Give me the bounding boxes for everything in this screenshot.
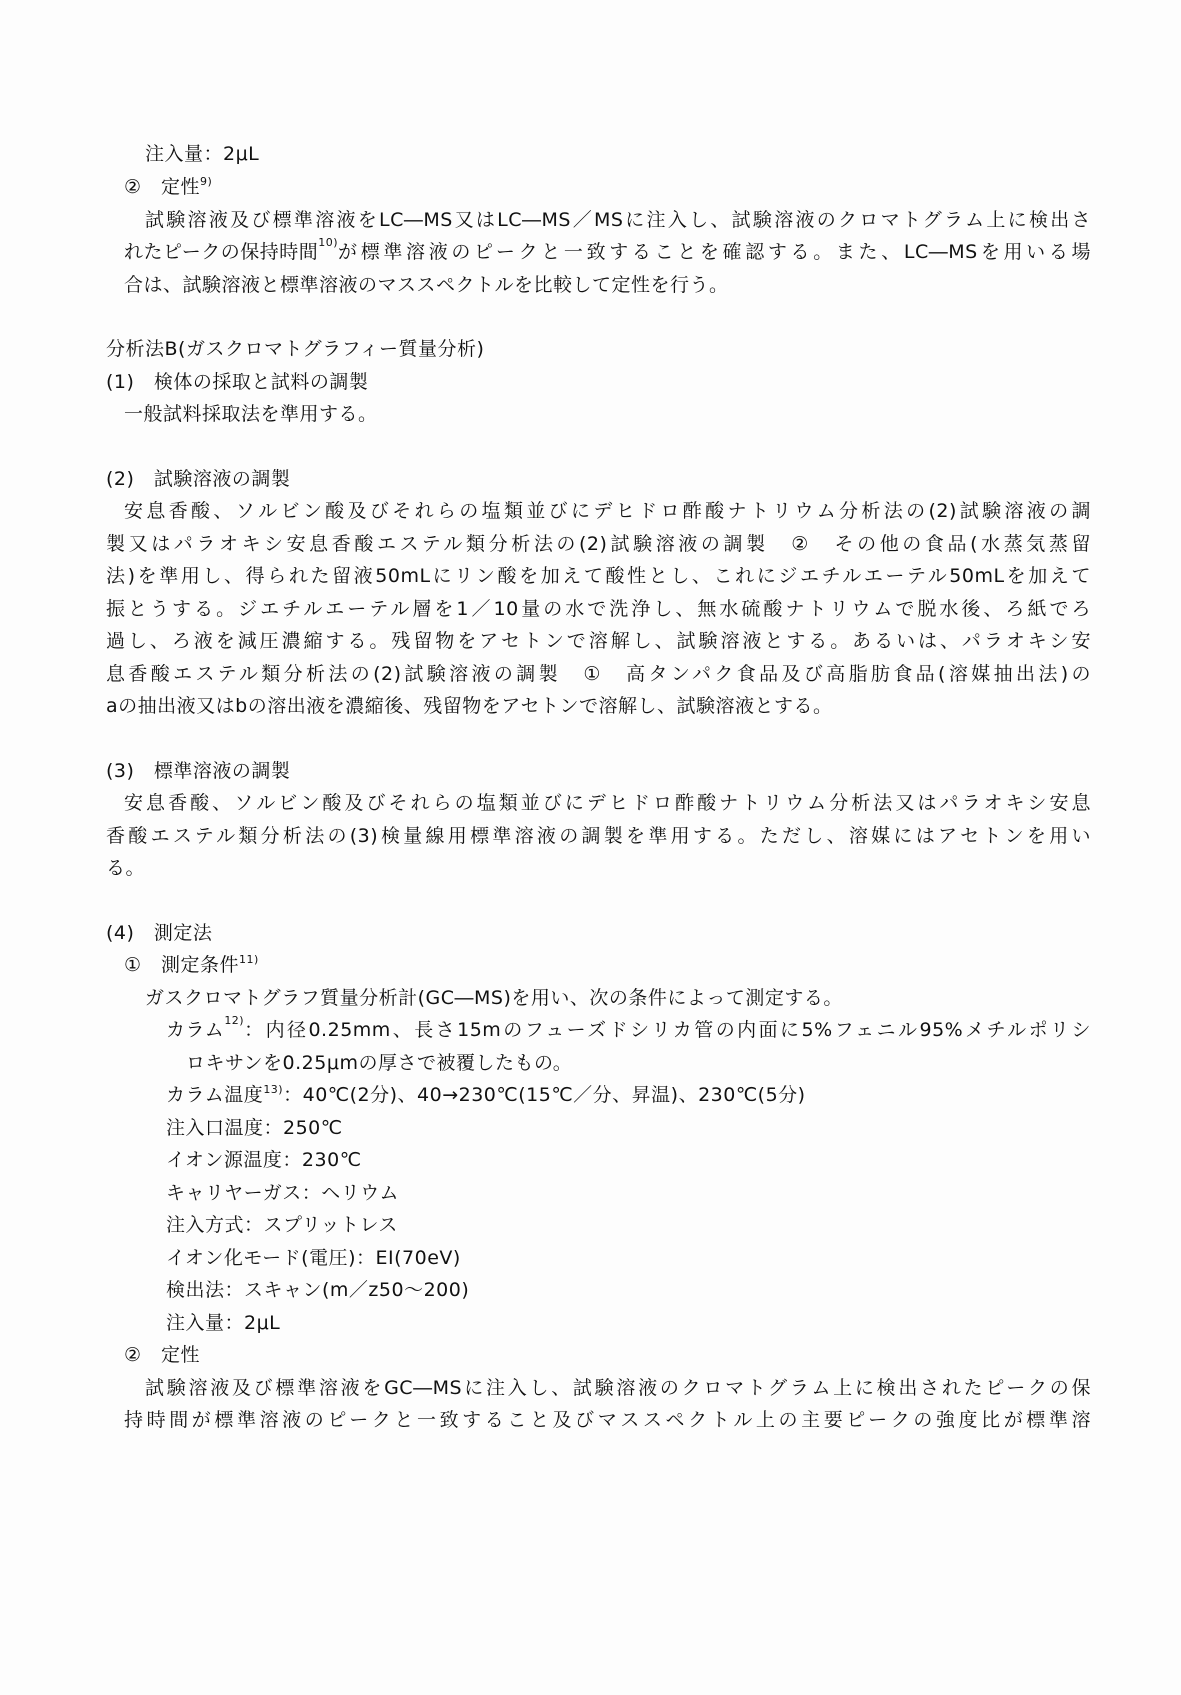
line-text: ：内径0.25mm、長さ15mのフューズドシリカ管の内面に5%フェニル95%メチルポリシ bbox=[244, 1019, 1091, 1041]
line-text: ロキサンを0.25μmの厚さで被覆したもの。 bbox=[186, 1052, 573, 1074]
subsection-heading-4 bbox=[106, 920, 212, 946]
line-text: 注入量：2μL bbox=[145, 143, 260, 165]
injection-volume-condition bbox=[166, 1310, 280, 1336]
subsection-heading-1 bbox=[106, 369, 368, 395]
section-heading-method-b bbox=[106, 336, 484, 362]
line-text: カラム温度 bbox=[166, 1084, 264, 1106]
injection-volume-line bbox=[145, 141, 259, 167]
subsection-heading-2 bbox=[106, 466, 290, 492]
paragraph-line bbox=[124, 236, 1091, 265]
paragraph-line bbox=[106, 823, 1091, 849]
carrier-gas-condition bbox=[166, 1180, 399, 1206]
subsection-heading-3 bbox=[106, 758, 290, 784]
paragraph-line bbox=[145, 985, 843, 1011]
line-text: 息香酸エステル類分析法の(2)試験溶液の調製 ① 高タンパク食品及び高脂肪食品(溶媒抽出法)の bbox=[106, 663, 1091, 685]
line-text: が標準溶液のピークと一致することを確認する。また、LC―MSを用いる場 bbox=[338, 241, 1091, 263]
paragraph-line bbox=[106, 531, 1091, 557]
line-text: ガスクロマトグラフ質量分析計(GC―MS)を用い、次の条件によって測定する。 bbox=[145, 987, 843, 1009]
column-temperature-condition bbox=[166, 1082, 806, 1108]
column-condition-cont bbox=[186, 1050, 572, 1076]
line-text: (2) 試験溶液の調製 bbox=[106, 468, 291, 490]
ion-source-temperature-condition bbox=[166, 1147, 362, 1173]
paragraph-line bbox=[145, 207, 1091, 233]
line-text: 製又はパラオキシ安息香酸エステル類分析法の(2)試験溶液の調製 ② その他の食品(水蒸気蒸留 bbox=[106, 533, 1091, 555]
ionization-mode-condition bbox=[166, 1245, 461, 1271]
paragraph-line bbox=[145, 1375, 1091, 1401]
line-text: 安息香酸、ソルビン酸及びそれらの塩類並びにデヒドロ酢酸ナトリウム分析法又はパラオキシ安息 bbox=[124, 792, 1091, 814]
line-text: ② 定性 bbox=[124, 1344, 201, 1366]
line-text: ① 測定条件 bbox=[124, 954, 240, 976]
qualitative-heading-b bbox=[124, 1342, 200, 1368]
footnote-ref: 12) bbox=[224, 1014, 245, 1027]
paragraph-line bbox=[124, 498, 1091, 524]
line-text: aの抽出液又はbの溶出液を濃縮後、残留物をアセトンで溶解し、試験溶液とする。 bbox=[106, 695, 833, 717]
paragraph-line bbox=[106, 596, 1091, 622]
footnote-ref: 13) bbox=[263, 1083, 284, 1096]
paragraph-line bbox=[124, 790, 1091, 816]
measurement-conditions-heading bbox=[124, 952, 259, 978]
line-text: れたピークの保持時間 bbox=[124, 241, 319, 263]
line-text: 注入方式：スプリットレス bbox=[166, 1214, 398, 1236]
line-text: ② 定性 bbox=[124, 176, 201, 198]
footnote-ref: 11) bbox=[239, 953, 259, 966]
paragraph-line bbox=[124, 1407, 1091, 1433]
footnote-ref: 10) bbox=[318, 236, 339, 249]
line-text: 試験溶液及び標準溶液をLC―MS又はLC―MS／MSに注入し、試験溶液のクロマトグラム上に検出さ bbox=[145, 209, 1091, 231]
paragraph-line bbox=[106, 693, 833, 719]
column-condition bbox=[166, 1014, 1091, 1043]
line-text: (3) 標準溶液の調製 bbox=[106, 760, 291, 782]
line-text: ：40℃(2分)、40→230℃(15℃／分、昇温)、230℃(5分) bbox=[283, 1084, 806, 1106]
qualitative-heading bbox=[124, 174, 212, 200]
paragraph-line bbox=[106, 563, 1091, 589]
line-text: 試験溶液及び標準溶液をGC―MSに注入し、試験溶液のクロマトグラム上に検出されたピークの保 bbox=[145, 1377, 1091, 1399]
line-text: 法)を準用し、得られた留液50mLにリン酸を加えて酸性とし、これにジエチルエーテル50mLを加えて bbox=[106, 565, 1091, 587]
inlet-temperature-condition bbox=[166, 1115, 343, 1141]
injection-mode-condition bbox=[166, 1212, 398, 1238]
line-text: る。 bbox=[106, 857, 146, 879]
line-text: 分析法B(ガスクロマトグラフィー質量分析) bbox=[106, 338, 485, 360]
footnote-ref: 9) bbox=[200, 175, 213, 188]
line-text: 振とうする。ジエチルエーテル層を1／10量の水で洗浄し、無水硫酸ナトリウムで脱水後、ろ紙でろ bbox=[106, 598, 1091, 620]
line-text: 過し、ろ液を減圧濃縮する。残留物をアセトンで溶解し、試験溶液とする。あるいは、パラオキシ安 bbox=[106, 630, 1091, 652]
line-text: 香酸エステル類分析法の(3)検量線用標準溶液の調製を準用する。ただし、溶媒にはアセトンを用い bbox=[106, 825, 1091, 847]
line-text: 注入口温度：250℃ bbox=[166, 1117, 343, 1139]
detection-method-condition bbox=[166, 1277, 469, 1303]
paragraph-line bbox=[106, 628, 1091, 654]
line-text: 安息香酸、ソルビン酸及びそれらの塩類並びにデヒドロ酢酸ナトリウム分析法の(2)試験溶液の調 bbox=[124, 500, 1091, 522]
line-text: キャリヤーガス：ヘリウム bbox=[166, 1182, 400, 1204]
line-text: イオン源温度：230℃ bbox=[166, 1149, 362, 1171]
paragraph-line bbox=[124, 272, 729, 298]
paragraph-line bbox=[124, 401, 378, 427]
line-text: 一般試料採取法を準用する。 bbox=[124, 403, 378, 425]
paragraph-line bbox=[106, 661, 1091, 687]
line-text: 注入量：2μL bbox=[166, 1312, 281, 1334]
line-text: 持時間が標準溶液のピークと一致すること及びマススペクトル上の主要ピークの強度比が標準溶 bbox=[124, 1409, 1091, 1431]
line-text: (1) 検体の採取と試料の調製 bbox=[106, 371, 369, 393]
paragraph-line bbox=[106, 855, 145, 881]
line-text: 検出法：スキャン(m／z50～200) bbox=[166, 1279, 470, 1301]
line-text: カラム bbox=[166, 1019, 225, 1041]
line-text: 合は、試験溶液と標準溶液のマススペクトルを比較して定性を行う。 bbox=[124, 274, 729, 296]
line-text: イオン化モード(電圧)：EI(70eV) bbox=[166, 1247, 461, 1269]
line-text: (4) 測定法 bbox=[106, 922, 213, 944]
